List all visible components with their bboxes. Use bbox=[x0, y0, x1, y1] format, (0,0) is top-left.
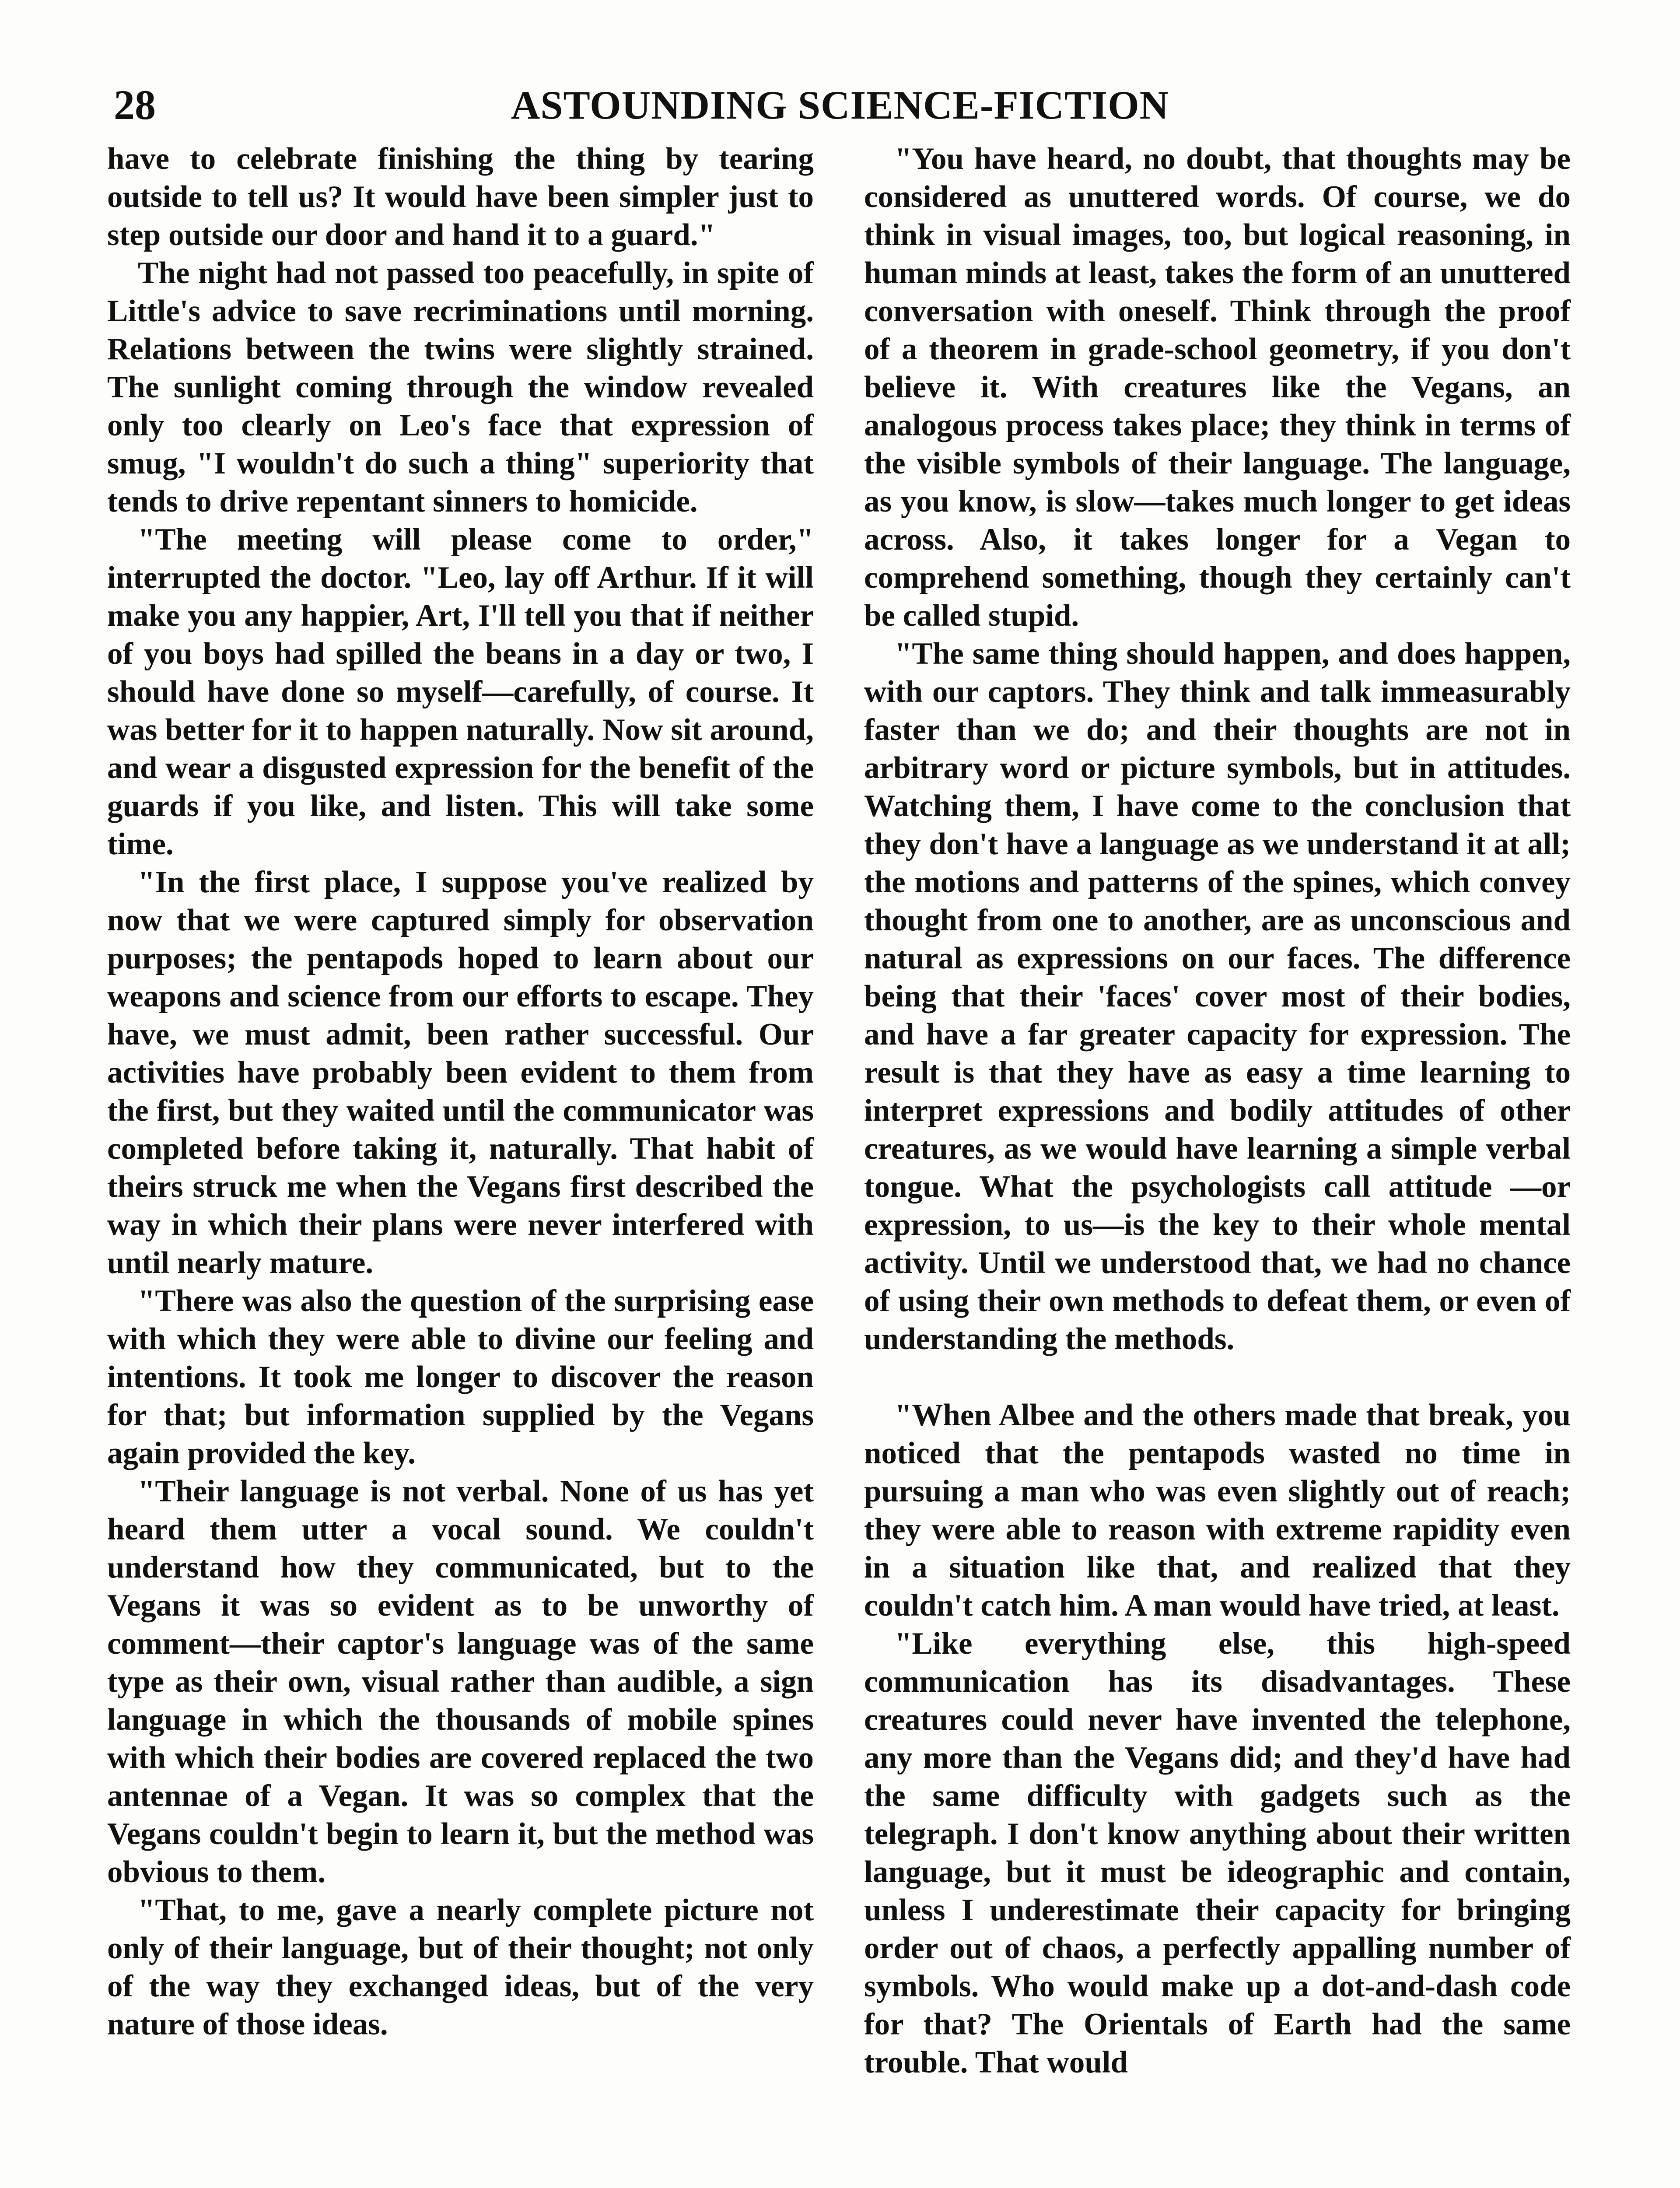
paragraph: "That, to me, gave a nearly complete picture not only of their language, but of their thought; not only of the way they exchanged ideas, but of the very nature of those ideas. bbox=[107, 1893, 814, 2041]
paragraph: "The same thing should happen, and does happen, with our captors. They think and talk immeasurably faster than we do; and their thoughts are not in arbitrary word or picture symbols, but in attitudes. Watching them, I have come to the conclusion that they don't have a language as we understand it at all; the motions and patterns of the spines, which convey thought from one to another, are as unconscious and natural as expressions on our faces. The difference being that their 'faces' cover most of their bodies, and have a far greater capacity for expression. The result is that they have as easy a time learning to interpret expressions and bodily attitudes of other creatures, as we would have learning a simple verbal tongue. What the psychologists call attitude —or expression, to us—is the key to their whole mental activity. Until we understood that, we had no chance of using their own methods to defeat them, or even of understanding the methods. bbox=[864, 637, 1571, 1356]
paragraph: The night had not passed too peacefully, in spite of Little's advice to save recriminations until morning. Relations between the twins were slightly strained. The sunlight coming through the window revealed only too clearly on Leo's face that expression of smug, "I wouldn't do such a thing" superiority that tends to drive repentant sinners to homicide. bbox=[107, 256, 814, 519]
left-column bbox=[107, 140, 814, 2044]
running-head: ASTOUNDING SCIENCE-FICTION bbox=[511, 83, 1169, 127]
page-header bbox=[114, 79, 1566, 131]
paragraph: "When Albee and the others made that break, you noticed that the pentapods wasted no time in pursuing a man who was even slightly out of reach; they were able to reason with extreme rapidity even in a situation like that, and realized that they couldn't catch him. A man would have tried, at least. bbox=[864, 1398, 1571, 1623]
paragraph: "In the first place, I suppose you've realized by now that we were captured simply for observation purposes; the pentapods hoped to learn about our weapons and science from our efforts to escape. They have, we must admit, been rather successful. Our activities have probably been evident to them from the first, but they waited until the communicator was completed before taking it, naturally. That habit of theirs struck me when the Vegans first described the way in which their plans were never interfered with until nearly mature. bbox=[107, 865, 814, 1280]
paragraph: "You have heard, no doubt, that thoughts may be considered as unuttered words. Of course, we do think in visual images, too, but logical reasoning, in human minds at least, takes the form of an unuttered conversation with oneself. Think through the proof of a theorem in grade-school geometry, if you don't believe it. With creatures like the Vegans, an analogous process takes place; they think in terms of the visible symbols of their language. The language, as you know, is slow—takes much longer to get ideas across. Also, it takes longer for a Vegan to comprehend something, though they certainly can't be called stupid. bbox=[864, 142, 1571, 633]
paragraph: "The meeting will please come to order," interrupted the doctor. "Leo, lay off Arthur. If it will make you any happier, Art, I'll tell you that if neither of you boys had spilled the beans in a day or two, I should have done so myself—carefully, of course. It was better for it to happen naturally. Now sit around, and wear a disgusted expression for the benefit of the guards if you like, and listen. This will take some time. bbox=[107, 522, 814, 861]
paragraph: "Their language is not verbal. None of us has yet heard them utter a vocal sound. We couldn't understand how they communicated, but to the Vegans it was so evident as to be unworthy of comment—their captor's language was of the same type as their own, visual rather than audible, a sign language in which the thousands of mobile spines with which their bodies are covered replaced the two antennae of a Vegan. It was so complex that the Vegans couldn't begin to learn it, but the method was obvious to them. bbox=[107, 1474, 814, 1889]
paragraph: have to celebrate finishing the thing by tearing outside to tell us? It would have been simpler just to step outside our door and hand it to a guard." bbox=[107, 142, 814, 252]
paragraph: "Like everything else, this high-speed communication has its disadvantages. These creatures could never have invented the telephone, any more than the Vegans did; and they'd have had the same difficulty with gadgets such as the telegraph. I don't know anything about their written language, but it must be ideographic and contain, unless I underestimate their capacity for bringing order out of chaos, a perfectly appalling number of symbols. Who would make up a dot-and-dash code for that? The Orientals of Earth had the same trouble. That would bbox=[864, 1627, 1571, 2079]
right-column bbox=[864, 140, 1571, 2082]
paragraph: "There was also the question of the surprising ease with which they were able to divine our feeling and intentions. It took me longer to discover the reason for that; but information supplied by the Vegans again provided the key. bbox=[107, 1284, 814, 1470]
page-number: 28 bbox=[114, 81, 156, 128]
